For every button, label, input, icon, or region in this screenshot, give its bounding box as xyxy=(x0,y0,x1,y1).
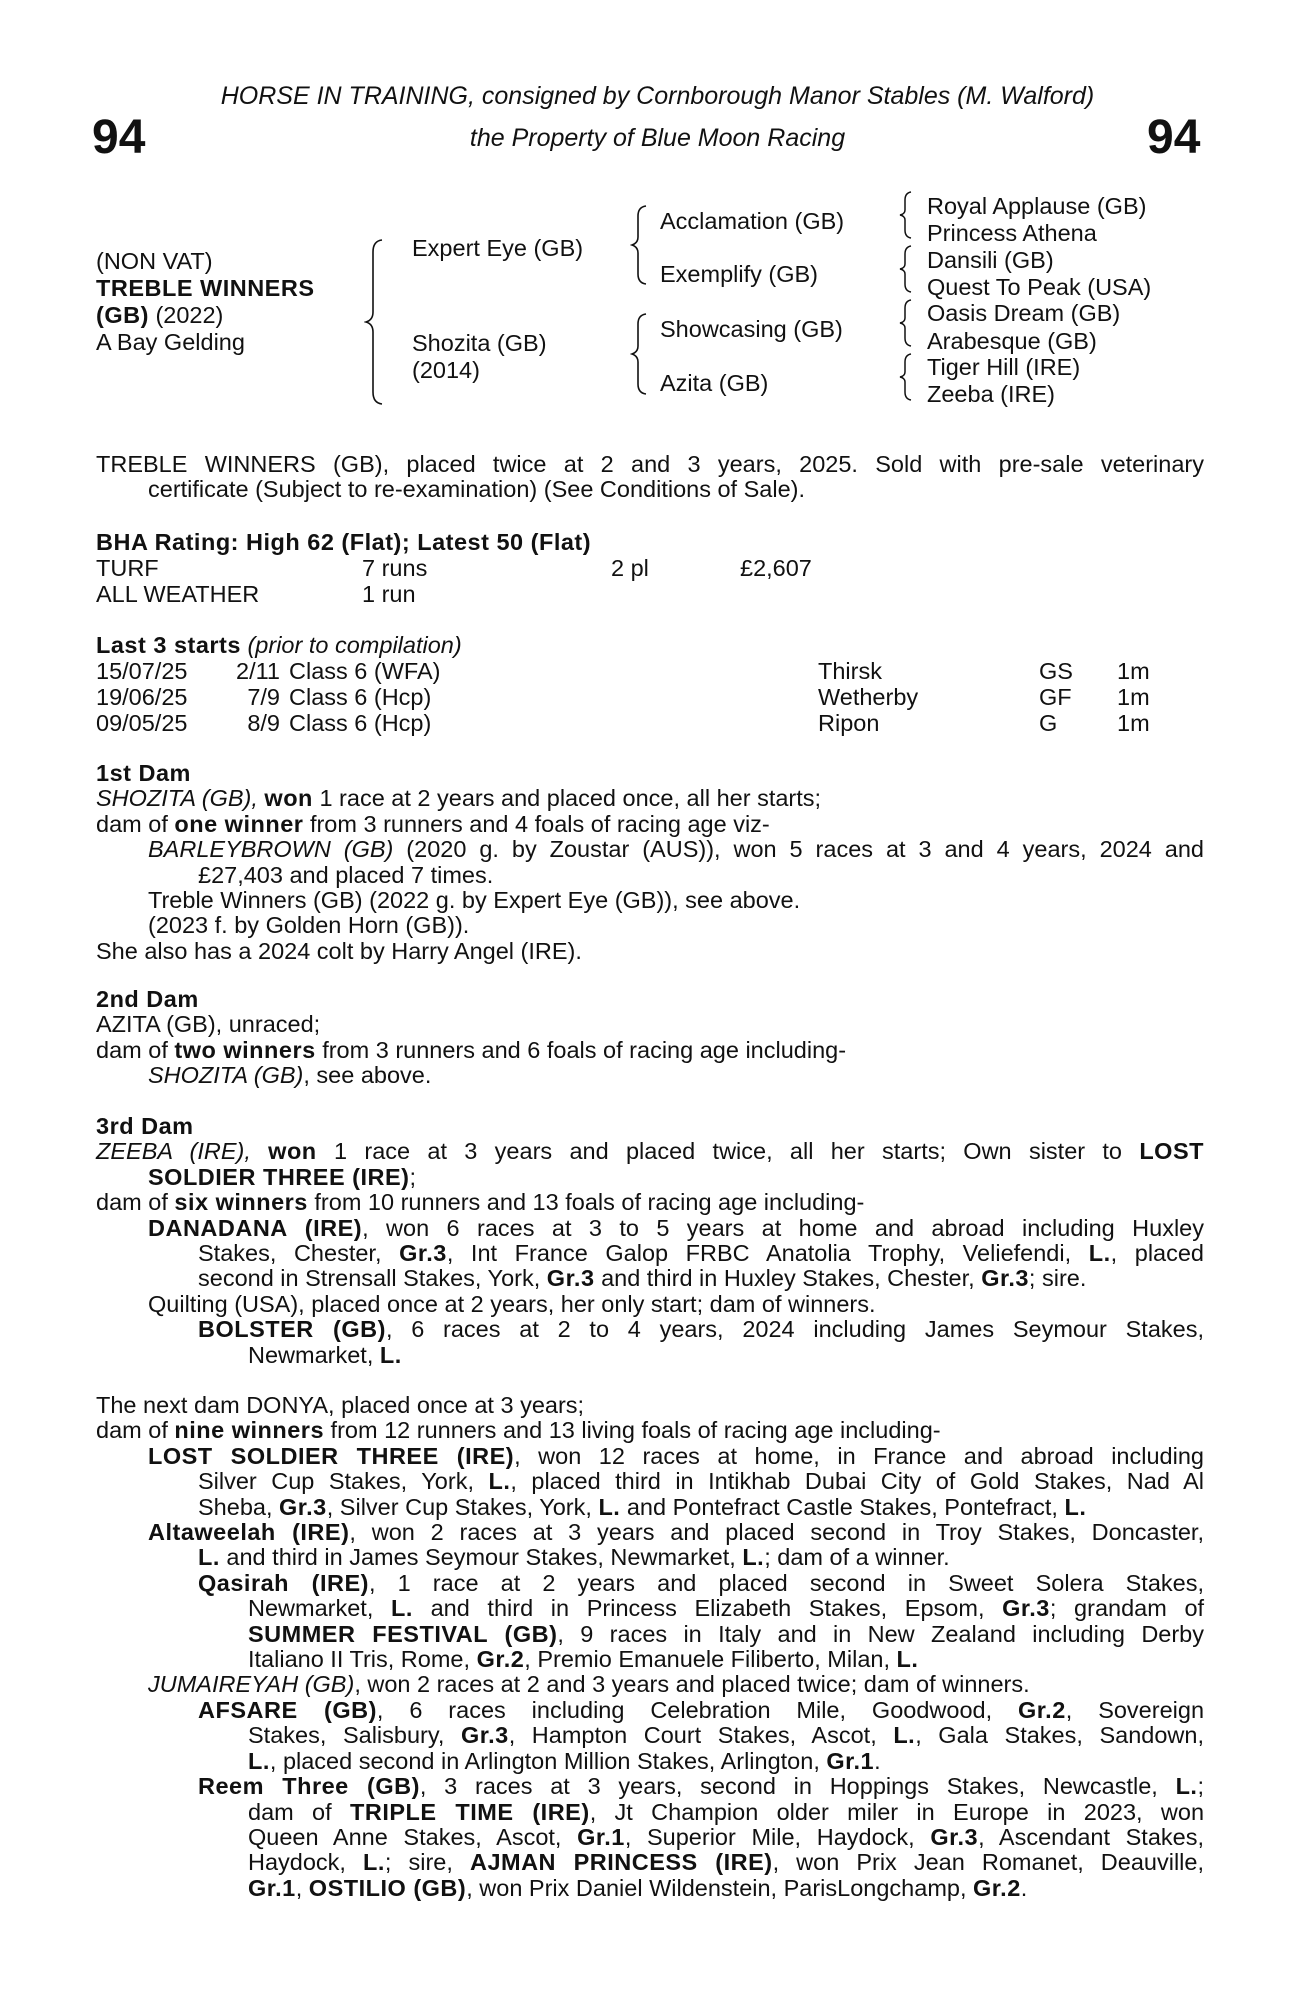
sire-sire: Acclamation (GB) xyxy=(660,208,845,234)
dam-name: ZEEBA (IRE), xyxy=(96,1138,251,1165)
progeny-name: Qasirah (IRE) xyxy=(198,1569,369,1596)
grade: Gr.2 xyxy=(973,1874,1021,1901)
progeny-record: , 9 races in Italy and in New Zealand including Derby xyxy=(557,1620,1205,1647)
horse-summary xyxy=(96,452,1204,503)
grade: L. xyxy=(893,1722,916,1749)
winners-count: one winner xyxy=(174,810,304,837)
text: from 10 runners and 13 foals of racing age including- xyxy=(314,1189,865,1216)
second-dam-heading: 2nd Dam xyxy=(96,986,199,1012)
grade: L. xyxy=(896,1646,919,1673)
progeny-record: , won 2 races at 3 years and placed second in Troy Stakes, Doncaster, xyxy=(349,1519,1204,1546)
text: Stakes, Salisbury, xyxy=(248,1722,445,1749)
grade: Gr.3 xyxy=(1002,1595,1050,1622)
text: and third in Princess Elizabeth Stakes, Epsom, xyxy=(430,1595,985,1622)
pedigree-brace xyxy=(364,238,390,406)
start-date: 15/07/25 xyxy=(96,658,188,684)
text: dam of xyxy=(96,1417,168,1444)
text: Queen Anne Stakes, Ascot, xyxy=(248,1823,562,1850)
grade: Gr.1 xyxy=(577,1823,625,1850)
text: , Hampton Court Stakes, Ascot, xyxy=(508,1722,877,1749)
won-label: won xyxy=(268,1138,317,1165)
progeny-name: AJMAN PRINCESS (IRE) xyxy=(469,1849,773,1876)
start-position: 2/11 xyxy=(236,658,280,684)
text: Silver Cup Stakes, York, xyxy=(198,1468,474,1495)
start-going: G xyxy=(1039,710,1058,736)
vat-status: (NON VAT) xyxy=(96,248,213,274)
text: ; xyxy=(409,1163,417,1190)
text: Stakes, Chester, xyxy=(198,1240,382,1267)
text: dam of xyxy=(248,1798,332,1825)
sire-sire-dam: Princess Athena xyxy=(927,220,1097,246)
text: , see above. xyxy=(303,1062,432,1089)
text: , Int France Galop FRBC Anatolia Trophy, Veliefendi, xyxy=(446,1240,1072,1267)
last-starts-heading: Last 3 starts xyxy=(96,632,241,658)
start-course: Ripon xyxy=(818,710,880,736)
text: , placed xyxy=(1110,1240,1204,1267)
sire-dam-dam: Quest To Peak (USA) xyxy=(927,274,1152,300)
progeny-name: BOLSTER (GB) xyxy=(198,1316,386,1343)
won-label: won xyxy=(264,785,313,812)
progeny-name: TRIPLE TIME (IRE) xyxy=(350,1798,590,1825)
text: , placed second in Arlington Million Stakes, Arlington, xyxy=(269,1747,820,1774)
grade: Gr.2 xyxy=(476,1646,525,1673)
start-date: 19/06/25 xyxy=(96,684,188,710)
text: Italiano II Tris, Rome, xyxy=(248,1646,471,1673)
progeny-name: SUMMER FESTIVAL (GB) xyxy=(248,1620,558,1647)
text: , xyxy=(295,1874,303,1901)
grade: Gr.3 xyxy=(460,1722,509,1749)
text: and Pontefract Castle Stakes, Pontefract, xyxy=(626,1493,1058,1520)
dam-record: 1 race at 2 years and placed once, all her starts; xyxy=(319,785,822,812)
horse-name: LOST xyxy=(1139,1138,1204,1165)
pedigree-brace xyxy=(898,190,916,240)
text: , Premio Emanuele Filiberto, Milan, xyxy=(524,1646,890,1673)
dam-record: 1 race at 3 years and placed twice, all her starts; Own sister to xyxy=(333,1138,1122,1165)
turf-label: TURF xyxy=(96,555,159,581)
text: Newmarket, xyxy=(248,1341,374,1368)
aw-label: ALL WEATHER xyxy=(96,581,260,607)
start-distance: 1m xyxy=(1117,710,1150,736)
pedigree-brace xyxy=(898,244,916,294)
lot-number-left: 94 xyxy=(92,111,146,164)
dam-record: The next dam DONYA, placed once at 3 years; xyxy=(96,1392,585,1418)
text: . xyxy=(874,1747,881,1774)
text: , Ascendant Stakes, xyxy=(978,1823,1204,1850)
next-dam-section xyxy=(96,1393,1204,1901)
dam-name: SHOZITA (GB), xyxy=(96,785,258,812)
sire-sire-sire: Royal Applause (GB) xyxy=(927,193,1147,219)
text: , Jt Champion older miler in Europe in 2023, won xyxy=(589,1798,1205,1825)
progeny-name: BARLEYBROWN (GB) xyxy=(148,836,394,863)
dam-sire-sire: Oasis Dream (GB) xyxy=(927,300,1121,326)
progeny-name: Reem Three (GB) xyxy=(198,1773,420,1800)
grade: L. xyxy=(1175,1773,1198,1800)
start-class: Class 6 (Hcp) xyxy=(289,684,432,710)
pedigree-brace xyxy=(898,298,916,348)
pedigree-brace xyxy=(630,312,652,396)
sire-dam: Exemplify (GB) xyxy=(660,261,818,287)
progeny-record: , 6 races at 2 to 4 years, 2024 including James Seymour Stakes, xyxy=(385,1316,1204,1343)
turf-runs: 7 runs xyxy=(362,555,428,581)
dam-dam-sire: Tiger Hill (IRE) xyxy=(927,354,1081,380)
start-class: Class 6 (WFA) xyxy=(289,658,441,684)
winners-count: six winners xyxy=(174,1189,308,1216)
turf-prize: £2,607 xyxy=(740,555,812,581)
dam-dam: Azita (GB) xyxy=(660,370,769,396)
progeny-record: , 1 race at 2 years and placed second in Sweet Solera Stakes, xyxy=(368,1569,1205,1596)
dam-sire-dam: Arabesque (GB) xyxy=(927,328,1097,354)
progeny-name: SHOZITA (GB) xyxy=(148,1062,304,1089)
grade: Gr.3 xyxy=(279,1493,327,1520)
summary-line: TREBLE WINNERS (GB), placed twice at 2 and 3 years, 2025. Sold with pre-sale veterinary xyxy=(96,451,1204,477)
sire: Expert Eye (GB) xyxy=(412,235,584,261)
progeny-name: OSTILIO (GB) xyxy=(308,1874,467,1901)
text: , Gala Stakes, Sandown, xyxy=(915,1722,1204,1749)
consignor-line: HORSE IN TRAINING, consigned by Cornborough Manor Stables (M. Walford) xyxy=(220,82,1095,110)
dam-dam-dam: Zeeba (IRE) xyxy=(927,381,1055,407)
text: and third in James Seymour Stakes, Newmarket, xyxy=(226,1544,736,1571)
grade: Gr.3 xyxy=(546,1265,595,1292)
text: , Sovereign xyxy=(1065,1696,1205,1723)
start-distance: 1m xyxy=(1117,658,1150,684)
aw-runs: 1 run xyxy=(362,581,416,607)
text: , 6 races including Celebration Mile, Goodwood, xyxy=(376,1696,993,1723)
text: from 3 runners and 6 foals of racing age including- xyxy=(322,1036,847,1063)
dam-record: AZITA (GB), unraced; xyxy=(96,1011,321,1038)
text: , 3 races at 3 years, second in Hoppings Stakes, Newcastle, xyxy=(419,1773,1158,1800)
text: Haydock, xyxy=(248,1849,346,1876)
progeny-name: LOST SOLDIER THREE (IRE) xyxy=(148,1442,515,1469)
dam-year: (2014) xyxy=(412,357,480,383)
text: . xyxy=(1020,1874,1028,1901)
grade: Gr.3 xyxy=(930,1823,979,1850)
pedigree-brace xyxy=(630,204,652,286)
grade: L. xyxy=(198,1544,220,1571)
start-going: GS xyxy=(1039,658,1073,684)
horse-name: TREBLE WINNERS xyxy=(96,275,315,301)
grade: L. xyxy=(598,1493,621,1520)
progeny-name: JUMAIREYAH (GB) xyxy=(148,1671,355,1698)
start-course: Wetherby xyxy=(818,684,919,710)
progeny-name: AFSARE (GB) xyxy=(198,1696,377,1723)
text: dam of xyxy=(96,1036,168,1063)
text: , placed third in Intikhab Dubai City of Gold Stakes, Nad Al xyxy=(510,1468,1205,1495)
property-line: the Property of Blue Moon Racing xyxy=(469,124,846,152)
text: , won Prix Jean Romanet, Deauville, xyxy=(772,1849,1204,1876)
grade: L. xyxy=(379,1341,402,1368)
winners-count: two winners xyxy=(174,1036,316,1063)
progeny-record: (2023 f. by Golden Horn (GB)). xyxy=(148,912,470,939)
grade: L. xyxy=(391,1595,413,1622)
bha-rating: BHA Rating: High 62 (Flat); Latest 50 (Flat) xyxy=(96,529,592,555)
pedigree-brace xyxy=(898,352,916,402)
progeny-name: DANADANA (IRE) xyxy=(148,1214,363,1241)
last-starts-note: (prior to compilation) xyxy=(247,632,462,658)
text: ; xyxy=(1197,1773,1204,1800)
third-dam-heading: 3rd Dam xyxy=(96,1113,194,1139)
progeny-record: Treble Winners (GB) (2022 g. by Expert Eye (GB)), see above. xyxy=(148,887,801,914)
horse-year: (2022) xyxy=(155,302,224,328)
start-going: GF xyxy=(1039,684,1072,710)
grade: L. xyxy=(1064,1493,1087,1520)
start-position: 7/9 xyxy=(247,684,280,710)
start-class: Class 6 (Hcp) xyxy=(289,710,432,736)
grade: L. xyxy=(742,1544,765,1571)
grade: L. xyxy=(363,1849,385,1876)
grade: Gr.2 xyxy=(1018,1696,1066,1723)
text: , won Prix Daniel Wildenstein, ParisLongchamp, xyxy=(466,1874,967,1901)
grade: L. xyxy=(248,1747,270,1774)
dam-note: She also has a 2024 colt by Harry Angel (IRE). xyxy=(96,937,582,964)
grade: Gr.3 xyxy=(981,1265,1029,1292)
text: , Silver Cup Stakes, York, xyxy=(326,1493,592,1520)
grade: Gr.3 xyxy=(399,1240,447,1267)
first-dam-section xyxy=(96,761,1204,964)
text: ; sire. xyxy=(1028,1265,1087,1292)
second-dam-section xyxy=(96,987,1204,1089)
text: ; grandam of xyxy=(1049,1595,1205,1622)
third-dam-section xyxy=(96,1114,1204,1368)
grade: Gr.1 xyxy=(826,1747,875,1774)
text: from 3 runners and 4 foals of racing age viz- xyxy=(309,810,770,837)
text: and third in Huxley Stakes, Chester, xyxy=(601,1265,975,1292)
sire-dam-sire: Dansili (GB) xyxy=(927,247,1054,273)
horse-description: A Bay Gelding xyxy=(96,329,245,355)
progeny-record: , won 2 races at 2 and 3 years and placed twice; dam of winners. xyxy=(354,1671,1030,1698)
grade: L. xyxy=(1088,1240,1111,1267)
progeny-record: £27,403 and placed 7 times. xyxy=(198,861,494,888)
start-date: 09/05/25 xyxy=(96,710,188,736)
text: from 12 runners and 13 living foals of racing age including- xyxy=(330,1417,941,1444)
grade: L. xyxy=(488,1468,511,1495)
turf-placed: 2 pl xyxy=(611,555,649,581)
lot-number-right: 94 xyxy=(1147,111,1201,164)
progeny-record: (2020 g. by Zoustar (AUS)), won 5 races at 3 and 4 years, 2024 and xyxy=(406,836,1204,863)
text: Sheba, xyxy=(198,1493,273,1520)
start-position: 8/9 xyxy=(247,710,280,736)
dam-sire: Showcasing (GB) xyxy=(660,316,843,342)
text: ; sire, xyxy=(384,1849,453,1876)
text: dam of xyxy=(96,1189,168,1216)
text: second in Strensall Stakes, York, xyxy=(198,1265,541,1292)
text: Newmarket, xyxy=(248,1595,374,1622)
horse-country: (GB) xyxy=(96,302,149,328)
progeny-record: , won 12 races at home, in France and abroad including xyxy=(514,1442,1204,1469)
winners-count: nine winners xyxy=(174,1417,325,1444)
text: ; dam of a winner. xyxy=(764,1544,950,1571)
start-course: Thirsk xyxy=(818,658,882,684)
text: dam of xyxy=(96,810,168,837)
grade: Gr.1 xyxy=(248,1874,296,1901)
summary-line: certificate (Subject to re-examination) (See Conditions of Sale). xyxy=(148,476,806,503)
dam: Shozita (GB) xyxy=(412,330,547,356)
text: , Superior Mile, Haydock, xyxy=(624,1823,915,1850)
horse-name: SOLDIER THREE (IRE) xyxy=(148,1163,410,1190)
progeny-record: Quilting (USA), placed once at 2 years, her only start; dam of winners. xyxy=(148,1290,876,1317)
start-distance: 1m xyxy=(1117,684,1150,710)
progeny-record: , won 6 races at 3 to 5 years at home and abroad including Huxley xyxy=(362,1214,1204,1241)
progeny-name: Altaweelah (IRE) xyxy=(148,1519,350,1546)
first-dam-heading: 1st Dam xyxy=(96,760,191,786)
